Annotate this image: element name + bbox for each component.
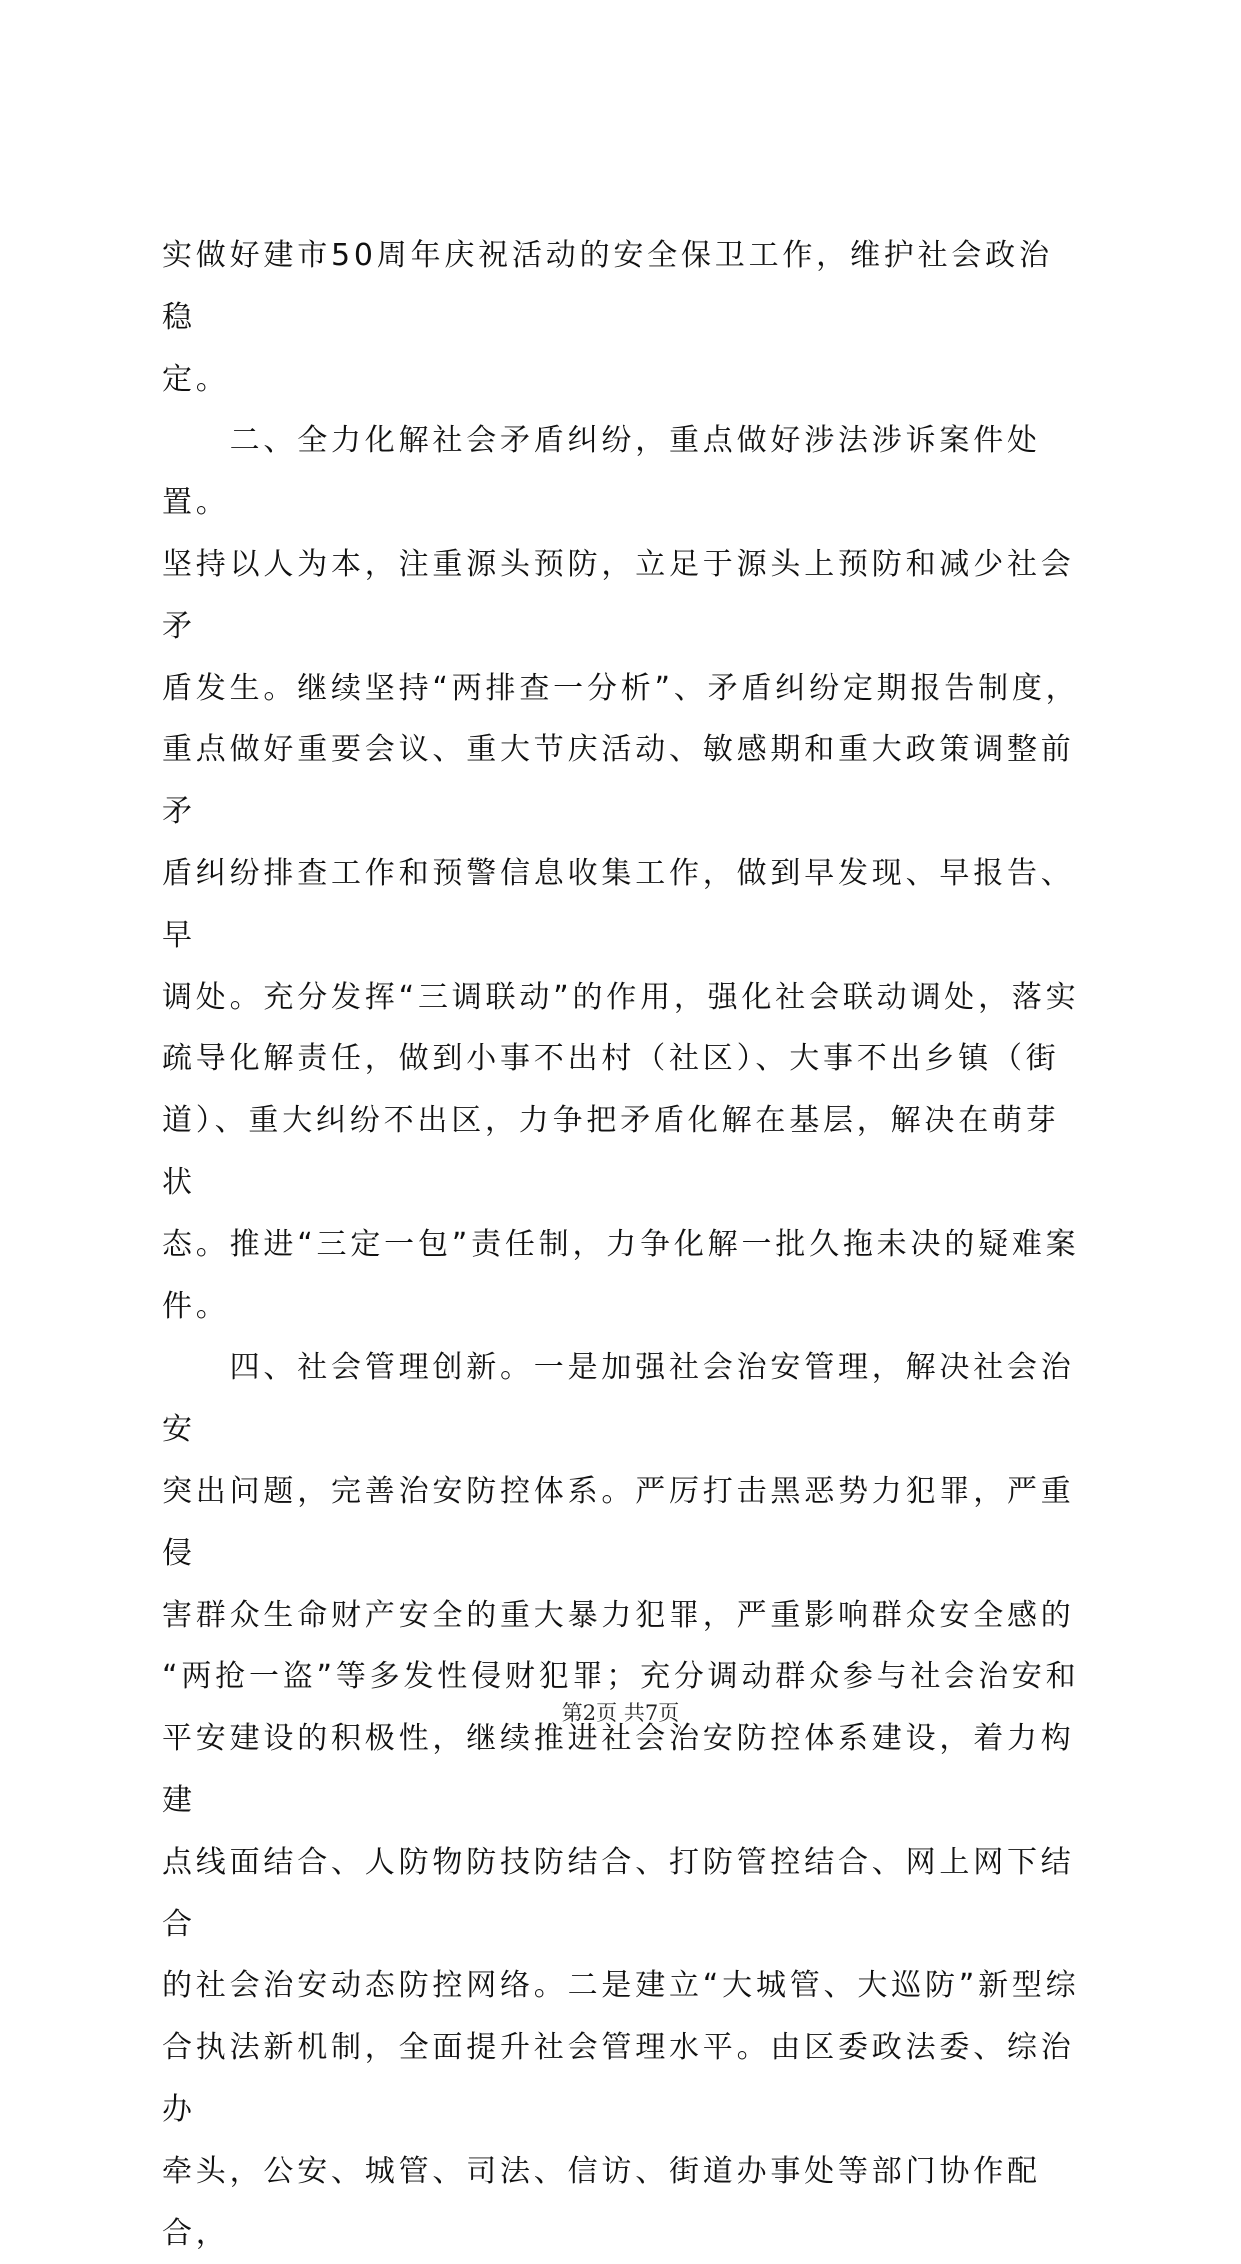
text-line: 合执法新机制，全面提升社会管理水平。由区委政法委、综治办	[162, 2030, 1075, 2127]
text-line: 害群众生命财产安全的重大暴力犯罪，严重影响群众安全感的	[162, 1597, 1075, 1633]
text-line: 态。推进“三定一包”责任制，力争化解一批久拖未决的疑难案	[162, 1226, 1080, 1262]
page-number: 第2页 共7页	[561, 1701, 680, 1725]
document-body	[162, 225, 1084, 2264]
text-line: 突出问题，完善治安防控体系。严厉打击黑恶势力犯罪，严重侵	[162, 1473, 1075, 1571]
text-line: 实做好建市50周年庆祝活动的安全保卫工作，维护社会政治稳	[162, 238, 1053, 335]
text-line: 坚持以人为本，注重源头预防，立足于源头上预防和减少社会矛	[162, 546, 1075, 644]
text-line: 盾纠纷排查工作和预警信息收集工作，做到早发现、早报告、早	[162, 855, 1075, 953]
text-line: 定。	[162, 361, 230, 397]
text-line: 盾发生。继续坚持“两排查一分析”、矛盾纠纷定期报告制度，	[162, 670, 1080, 706]
text-line: 平安建设的积极性，继续推进社会治安防控体系建设，着力构建	[162, 1721, 1075, 1818]
text-line: 件。	[162, 1288, 230, 1324]
text-line: 调处。充分发挥“三调联动”的作用，强化社会联动调处，落实	[162, 979, 1080, 1015]
text-line: “两抢一盗”等多发性侵财犯罪；充分调动群众参与社会治安和	[162, 1659, 1080, 1695]
text-line: 道）、重大纠纷不出区，力争把矛盾化解在基层，解决在萌芽状	[162, 1103, 1060, 1200]
text-line: 四、社会管理创新。一是加强社会治安管理，解决社会治安	[162, 1350, 1075, 1448]
text-line: 疏导化解责任，做到小事不出村（社区）、大事不出乡镇（街	[162, 1041, 1060, 1077]
text-line: 重点做好重要会议、重大节庆活动、敏感期和重大政策调整前矛	[162, 732, 1075, 830]
text-line: 二、全力化解社会矛盾纠纷，重点做好涉法涉诉案件处置。	[162, 423, 1041, 521]
text-line: 牵头，公安、城管、司法、信访、街道办事处等部门协作配合，	[162, 2153, 1041, 2251]
text-line: 的社会治安动态防控网络。二是建立“大城管、大巡防”新型综	[162, 1968, 1080, 2004]
text-line: 点线面结合、人防物防技防结合、打防管控结合、网上网下结合	[162, 1844, 1075, 1942]
